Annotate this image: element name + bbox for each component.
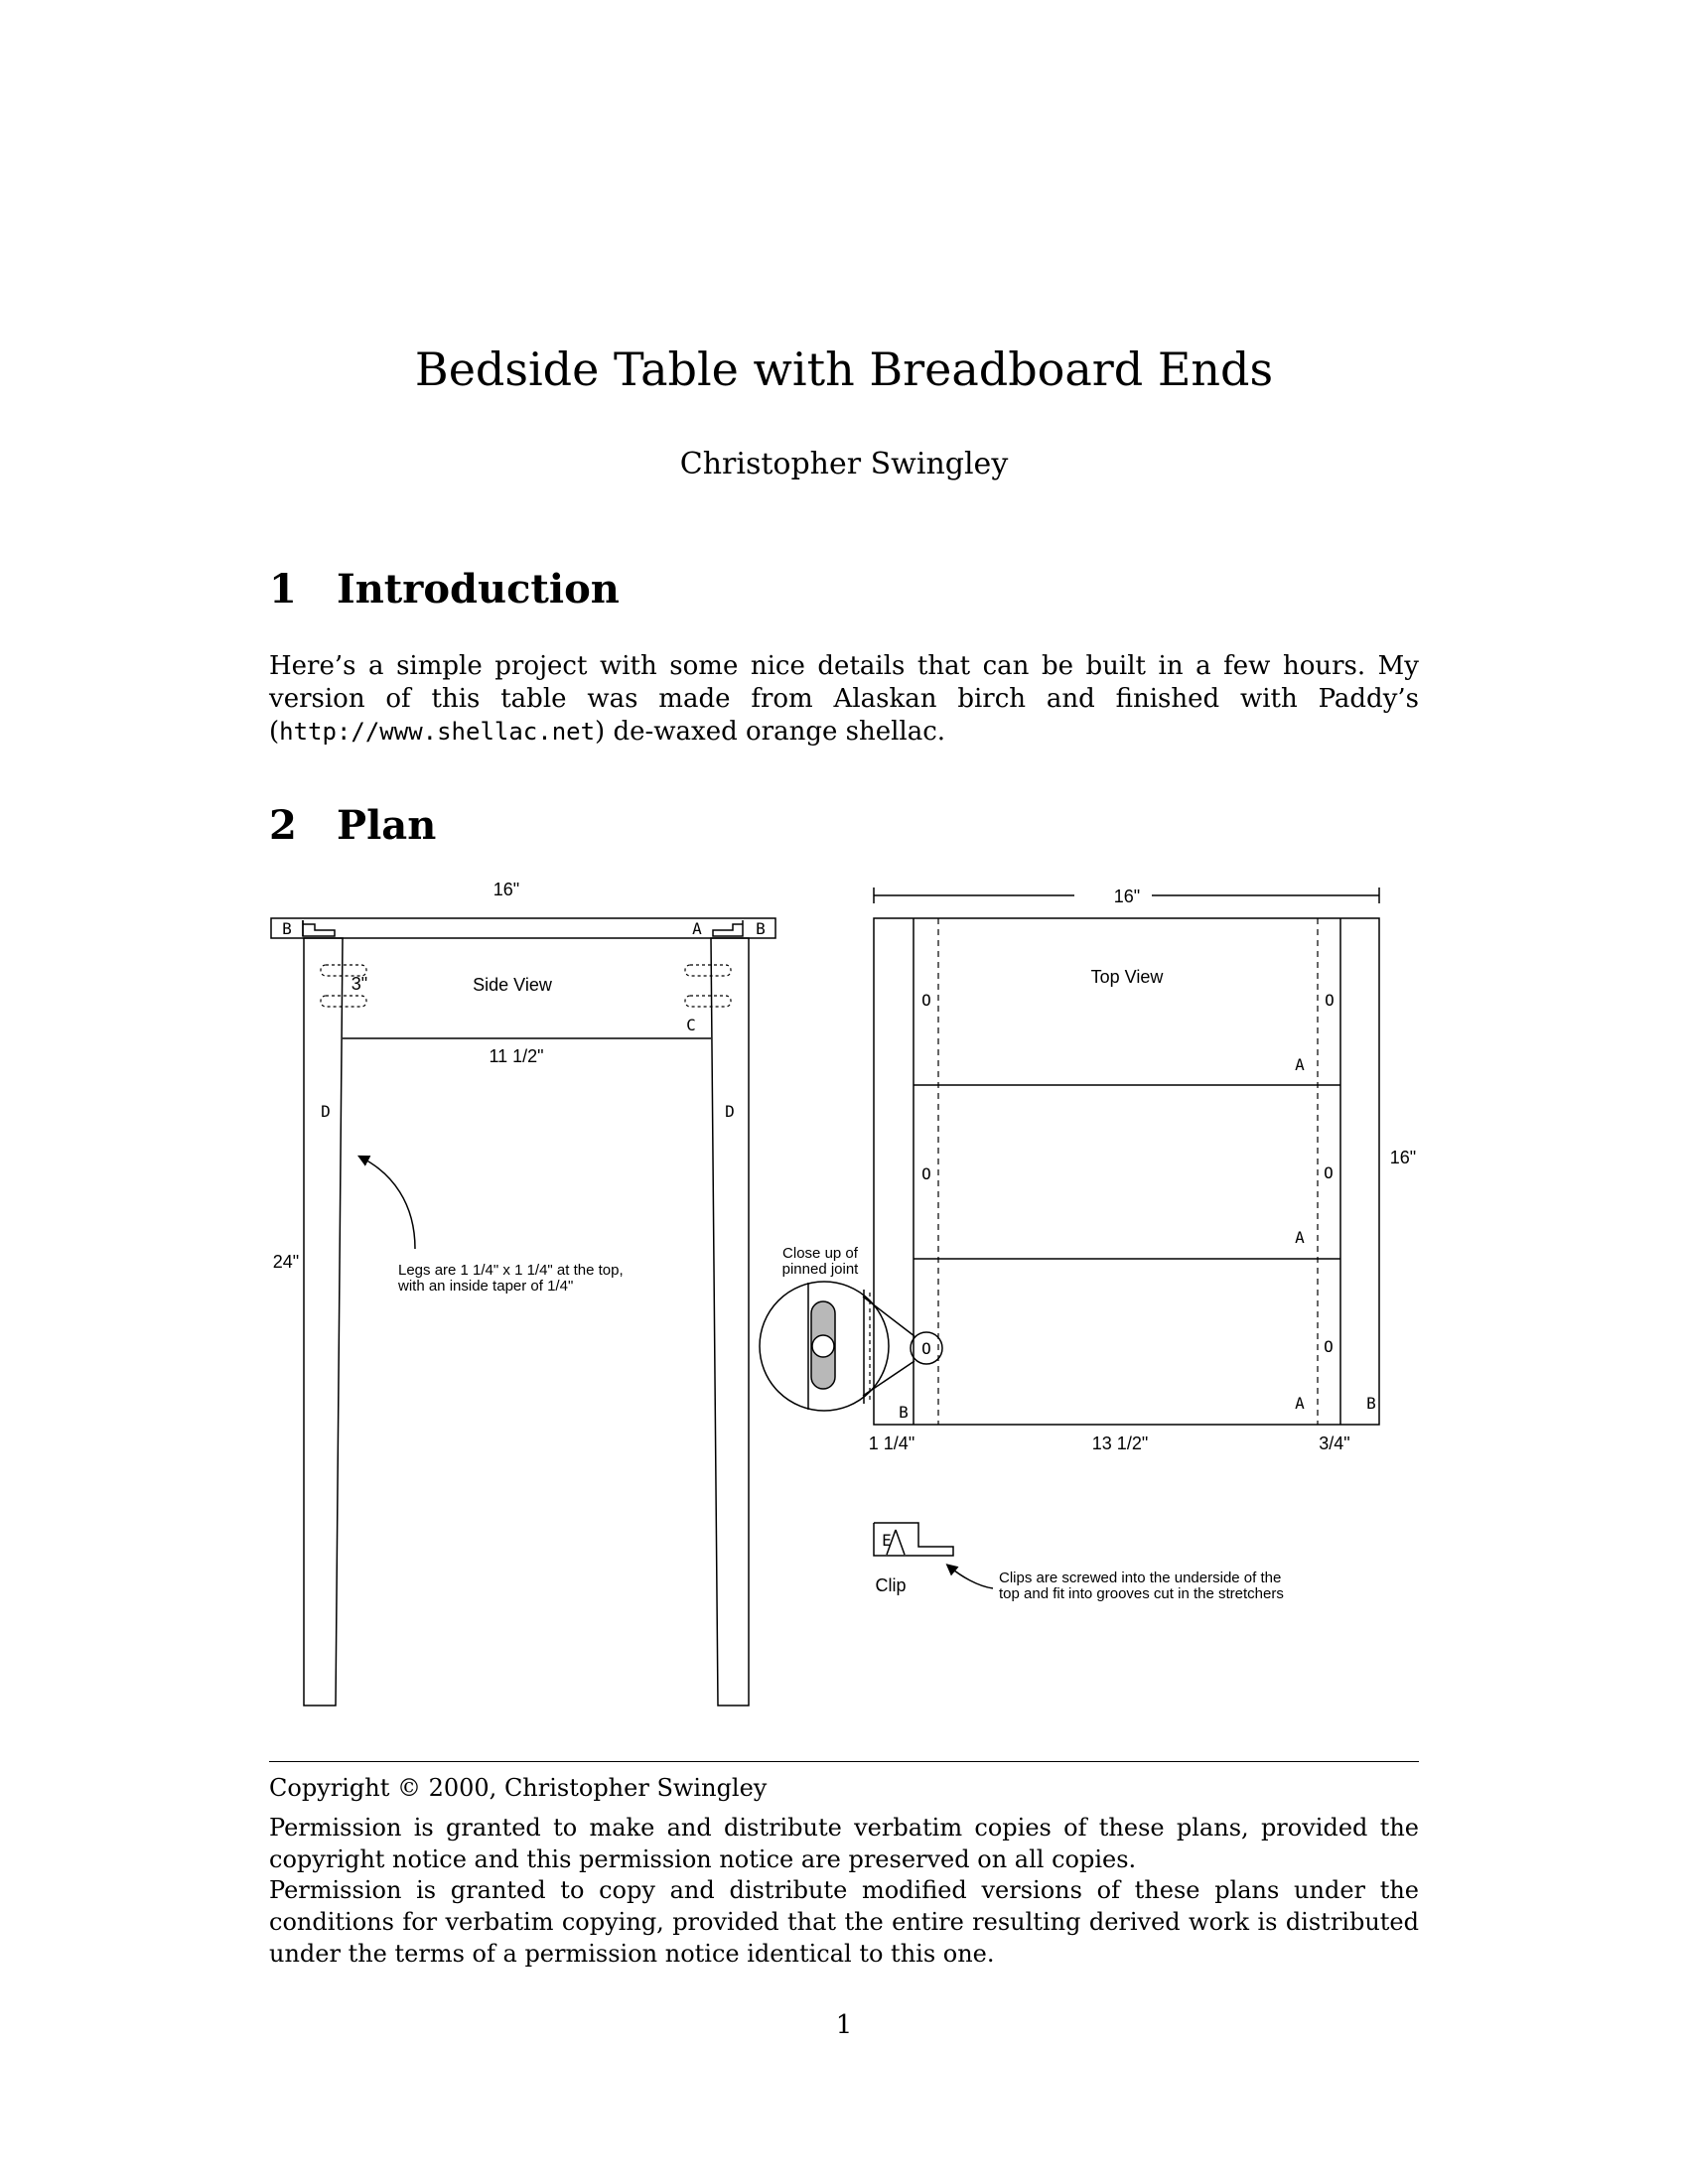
copyright-notice: Copyright © 2000, Christopher Swingley: [269, 1774, 768, 1802]
pin-letter-o: O: [1325, 991, 1335, 1010]
footer-rule: [269, 1761, 1419, 1762]
pin-letter-o: O: [1324, 1163, 1334, 1182]
part-letter-d: D: [725, 1102, 735, 1121]
clip-detail: [874, 1523, 1284, 1602]
permission-modified: Permission is granted to copy and distribute modified versions of these plans under the conditions for verbatim copying, provided that the entire resulting derived work is distributed under the terms of a permission notice identical to this one.: [269, 1876, 1419, 1968]
pin-letter-o: O: [921, 991, 931, 1010]
pin-letter-o: O: [921, 1164, 931, 1183]
section-number: 1: [269, 566, 297, 613]
leg-note-line2: with an inside taper of 1/4": [398, 1278, 574, 1295]
pin-letter-o: O: [1324, 1337, 1334, 1356]
page-number: 1: [835, 2010, 853, 2040]
side-view-leg-right: [711, 938, 749, 1706]
section-title: Introduction: [337, 566, 620, 613]
top-view-dim-right: 3/4": [1319, 1433, 1350, 1453]
top-view-width-dim: 16": [1113, 887, 1141, 906]
clip-label: Clip: [875, 1575, 907, 1595]
clip-note-line1: Clips are screwed into the underside of the: [999, 1570, 1282, 1586]
section-number: 2: [269, 802, 297, 849]
document-title: Bedside Table with Breadboard Ends: [414, 342, 1274, 396]
part-letter-a: A: [1295, 1228, 1305, 1247]
author-name: Christopher Swingley: [679, 447, 1009, 481]
pin-letter-o: O: [921, 1339, 931, 1358]
closeup-label-line1: Close up of: [782, 1245, 858, 1262]
intro-text-end: ) de-waxed orange shellac.: [595, 717, 946, 747]
top-view-label: Top View: [1090, 967, 1164, 987]
clip-note-arrow: [949, 1567, 993, 1588]
top-view-outline: [874, 918, 1379, 1425]
side-view-apron-dim: 3": [351, 974, 368, 994]
top-view-dim-left: 1 1/4": [868, 1433, 915, 1453]
permission-verbatim: Permission is granted to make and distribute verbatim copies of these plans, provided the copyright notice and this permission notice are preserved on all copies.: [269, 1814, 1419, 1873]
side-view-leg-left: [304, 938, 343, 1706]
top-view-dim-center: 13 1/2": [1091, 1433, 1149, 1453]
part-letter-a: A: [692, 919, 702, 938]
closeup-label-line2: pinned joint: [781, 1261, 859, 1278]
clip-note-line2: top and fit into grooves cut in the stretchers: [999, 1585, 1284, 1602]
part-letter-b: B: [899, 1403, 909, 1422]
part-letter-d: D: [321, 1102, 331, 1121]
side-view-width-dim: 16": [492, 880, 520, 899]
side-view-height-dim: 24": [272, 1252, 300, 1272]
breadboard-tongue-right: [713, 920, 743, 936]
top-view: [869, 887, 1416, 1453]
intro-text-start: Here’s a simple project with some nice details that can be built in a few hours. My version of this table was made from Alaskan birch and finished with Paddy’s (: [269, 651, 1419, 747]
leg-note-arrow: [361, 1158, 415, 1249]
part-letter-a: A: [1295, 1394, 1305, 1413]
part-letter-a: A: [1295, 1055, 1305, 1074]
part-letter-c: C: [686, 1016, 696, 1034]
leg-note-line1: Legs are 1 1/4" x 1 1/4" at the top,: [398, 1262, 624, 1279]
part-letter-b: B: [756, 919, 766, 938]
side-view-inner-dim: 11 1/2": [489, 1046, 544, 1066]
breadboard-tongue-left: [303, 920, 335, 936]
section-title: Plan: [337, 802, 437, 849]
side-view: [271, 880, 775, 1706]
part-letter-b: B: [282, 919, 292, 938]
part-letter-e: E: [882, 1531, 892, 1550]
top-view-depth-dim: 16": [1389, 1148, 1417, 1167]
pinned-joint-closeup: [760, 1245, 942, 1411]
shellac-url-link[interactable]: http://www.shellac.net: [279, 718, 596, 746]
part-letter-b: B: [1366, 1394, 1376, 1413]
side-view-label: Side View: [473, 975, 552, 995]
